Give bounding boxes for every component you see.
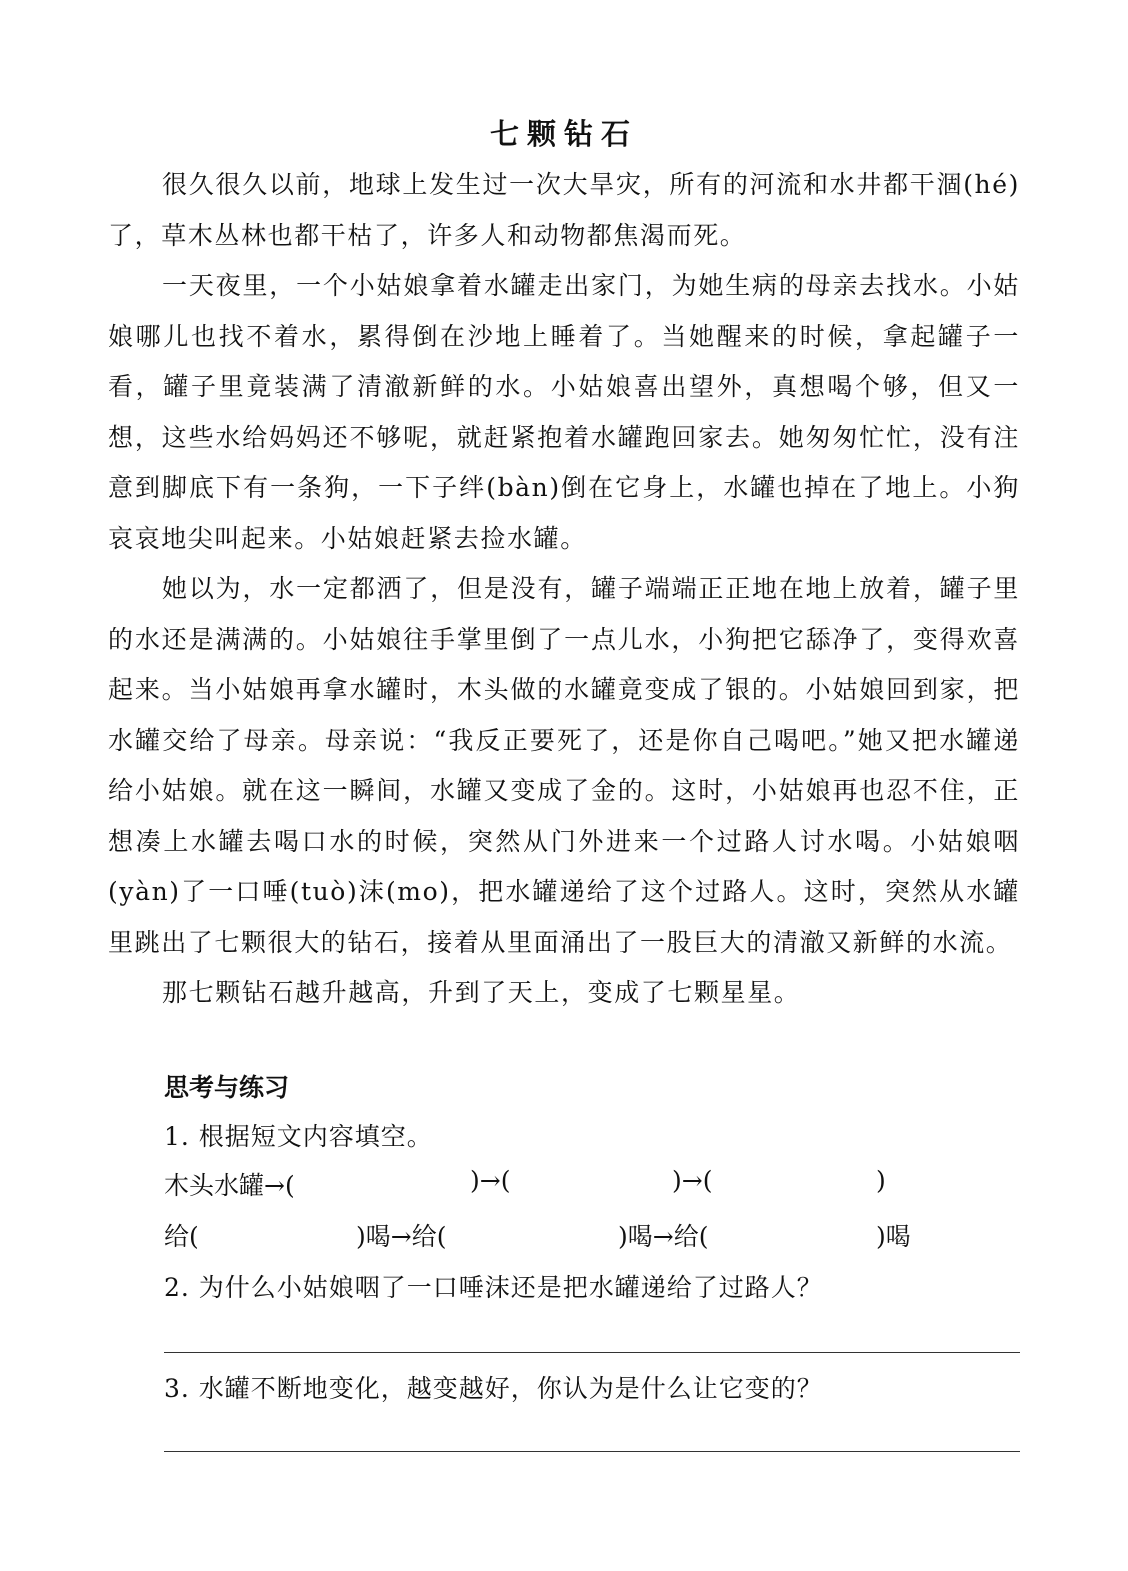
answer-line-3 [164,1451,1020,1452]
row2-text-1: 给( [164,1222,199,1251]
fill-blank-row-1 [164,1166,924,1206]
row2-text-3: )喝→给( [618,1222,709,1251]
row1-text-3: )→( [672,1166,713,1195]
row1-text-4: ) [876,1166,886,1195]
question-2: 2. 为什么小姑娘咽了一口唾沫还是把水罐递给了过路人？ [164,1273,823,1302]
paragraph-4: 那七颗钻石越升越高，升到了天上，变成了七颗星星。 [162,978,801,1007]
paragraph-2: 一天夜里，一个小姑娘拿着水罐走出家门，为她生病的母亲去找水。小姑娘哪儿也找不着水，累得倒在沙地上睡着了。当她醒来的时候，拿起罐子一看，罐子里竟装满了清澈新鲜的水。小姑娘喜出望外，真想喝个够，但又一想，这些水给妈妈还不够呢，就赶紧抱着水罐跑回家去。她匆匆忙忙，没有注意到脚底下有一条狗，一下子绊(bàn)倒在它身上，水罐也掉在了地上。小狗哀哀地尖叫起来。小姑娘赶紧去捡水罐。 [108,271,1020,553]
row1-text-1: 木头水罐→( [164,1171,295,1200]
question-3: 3. 水罐不断地变化，越变越好，你认为是什么让它变的？ [164,1374,823,1403]
paragraph-3: 她以为，水一定都洒了，但是没有，罐子端端正正地在地上放着，罐子里的水还是满满的。小姑娘往手掌里倒了一点儿水，小狗把它舔净了，变得欢喜起来。当小姑娘再拿水罐时，木头做的水罐竟变成了银的。小姑娘回到家，把水罐交给了母亲。母亲说：“我反正要死了，还是你自己喝吧。”她又把水罐递给小姑娘。就在这一瞬间，水罐又变成了金的。这时，小姑娘再也忍不住，正想凑上水罐去喝口水的时候，突然从门外进来一个过路人讨水喝。小姑娘咽(yàn)了一口唾(tuò)沫(mo)，把水罐递给了这个过路人。这时，突然从水罐里跳出了七颗很大的钻石，接着从里面涌出了一股巨大的清澈又新鲜的水流。 [108,574,1020,957]
fill-blank-row-2 [164,1217,924,1257]
story-body [108,160,1020,1019]
answer-line-2 [164,1352,1020,1353]
question-1: 1. 根据短文内容填空。 [164,1122,433,1151]
story-title: 七颗钻石 [489,117,638,151]
row2-text-4: )喝 [876,1222,911,1251]
paragraph-1: 很久很久以前，地球上发生过一次大旱灾，所有的河流和水井都干涸(hé)了，草木丛林也都干枯了，许多人和动物都焦渴而死。 [108,170,1020,250]
row1-text-2: )→( [470,1166,511,1195]
exercise-heading: 思考与练习 [164,1073,290,1102]
row2-text-2: )喝→给( [356,1222,447,1251]
